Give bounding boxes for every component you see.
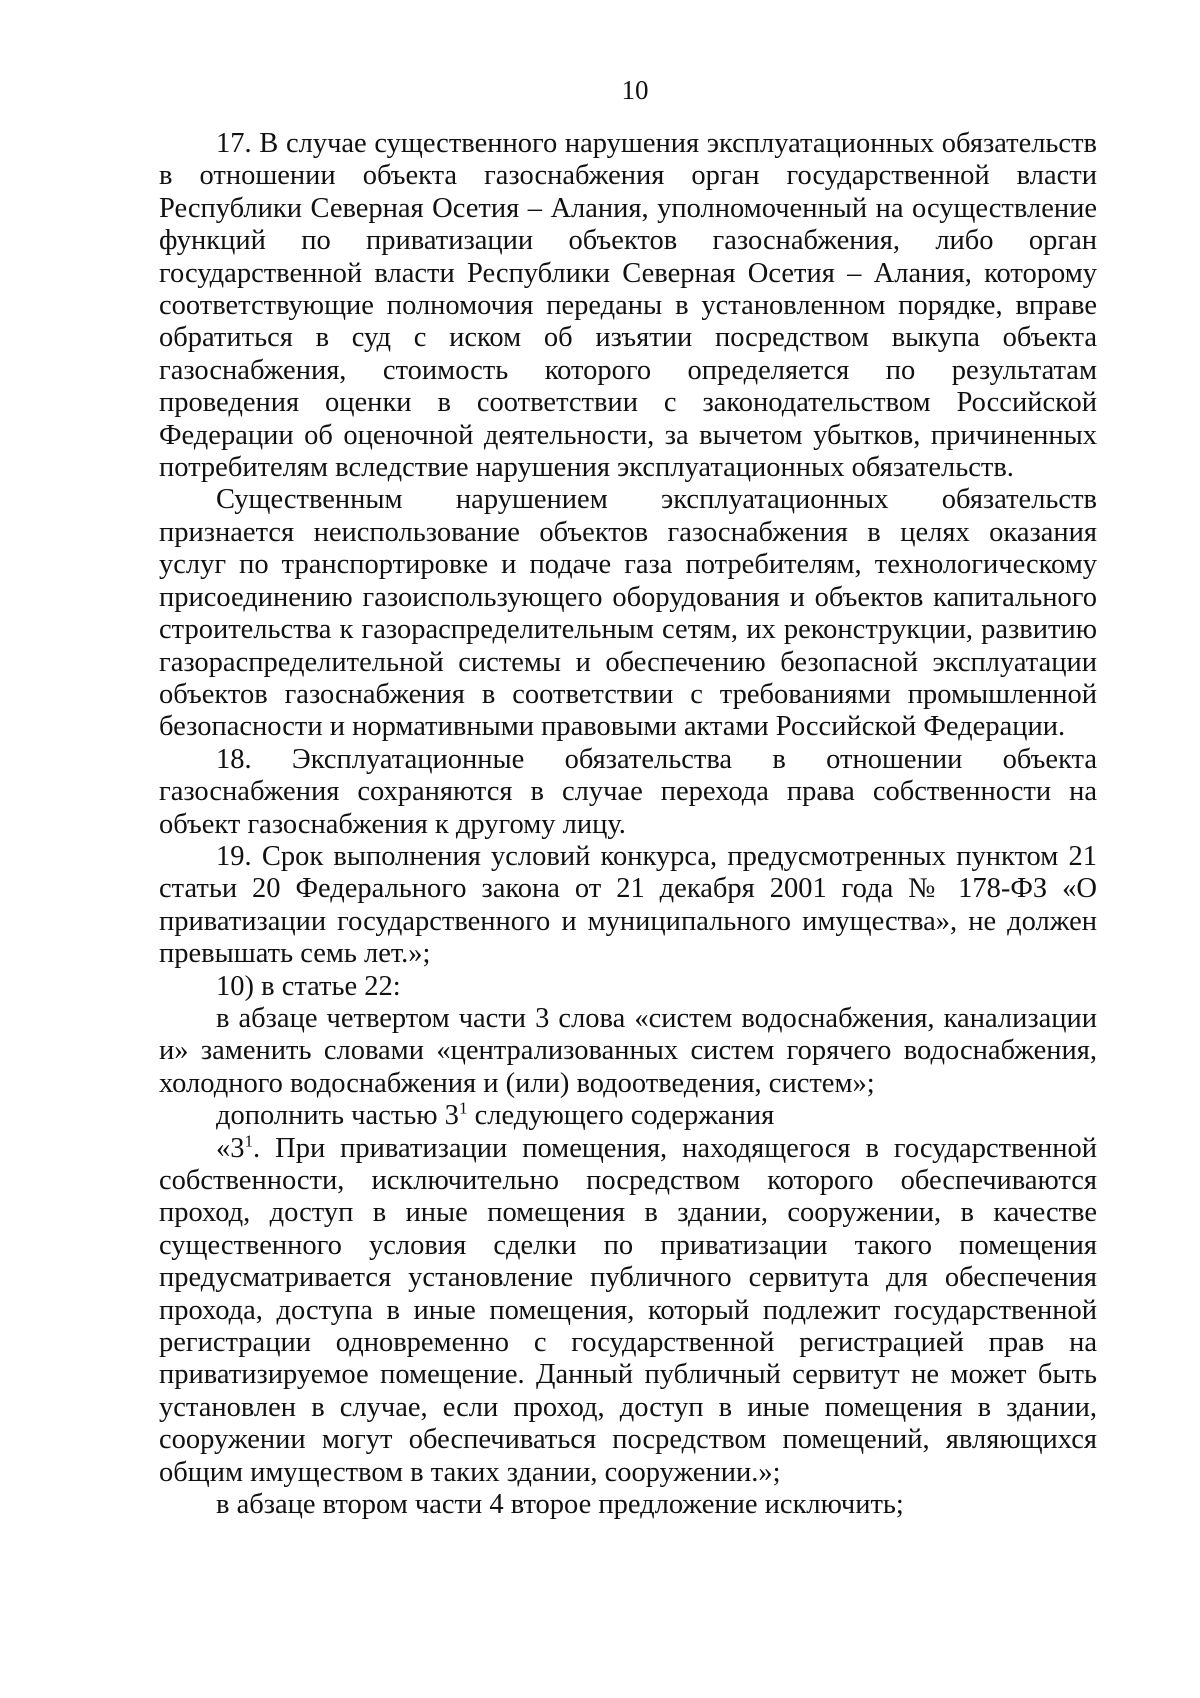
page-number: 10 [621,75,649,105]
paragraph-17: 17. В случае существенного нарушения эксплуатационных обязательств в отношении объекта газоснабжения орган государственной власти Республики Северная Осетия – Алания, уполномоченный на осуществление функций по приватизации объектов газоснабжения, либо орган государственной власти Республики Северная Осетия – Алания, которому соответствующие полномочия переданы в установленном порядке, вправе обратиться в суд с иском об изъятии посредством выкупа объекта газоснабжения, стоимость которого определяется по результатам проведения оценки в соответствии с законодательством Российской Федерации об оценочной деятельности, за вычетом убытков, причиненных потребителям вследствие нарушения эксплуатационных обязательств. [159,128,1097,484]
supplement-superscript: 1 [458,1098,468,1118]
part-3-1-superscript: 1 [244,1131,254,1151]
paragraph-part-3-amendment: в абзаце четвертом части 3 слова «систем водоснабжения, канализации и» заменить словами «централизованных систем горячего водоснабжения, холодного водоснабжения и (или) водоотведения, систем»; [159,1002,1097,1099]
supplement-text-before: дополнить частью 3 [216,1100,459,1132]
paragraph-part-4-amendment: в абзаце втором части 4 второе предложение исключить; [216,1489,904,1521]
paragraph-material-violation: Существенным нарушением эксплуатационных обязательств признается неиспользование объектов газоснабжения в целях оказания услуг по транспортировке и подаче газа потребителям, технологическому присоединению газоиспользующего оборудования и объектов капитального строительства к газораспределительным сетям, их реконструкции, развитию газораспределительной системы и обеспечению безопасной эксплуатации объектов газоснабжения в соответствии с требованиями промышленной безопасности и нормативными правовыми актами Российской Федерации. [159,484,1097,743]
paragraph-part-3-1 [159,1133,1097,1489]
paragraph-supplement-part [159,1100,1097,1132]
part-3-1-text: . При приватизации помещения, находящегося в государственной собственности, исключительно посредством которого обеспечиваются проход, доступ в иные помещения в здании, сооружении, в качестве существенного условия сделки по приватизации такого помещения предусматривается установление публичного сервитута для обеспечения прохода, доступа в иные помещения, который подлежит государственной регистрации одновременно с государственной регистрацией прав на приватизируемое помещение. Данный публичный сервитут не может быть установлен в случае, если проход, доступ в иные помещения в здании, сооружении могут обеспечиваться посредством помещений, являющихся общим имуществом в таких здании, сооружении.»; [159,1132,1097,1488]
part-3-1-label: «3 [216,1132,245,1164]
supplement-text-after: следующего содержания [467,1100,775,1132]
paragraph-19: 19. Срок выполнения условий конкурса, предусмотренных пунктом 21 статьи 20 Федерального закона от 21 декабря 2001 года № 178-ФЗ «О приватизации государственного и муниципального имущества», не должен превышать семь лет.»; [159,840,1097,970]
document-body [159,128,1097,1521]
paragraph-article-22: 10) в статье 22: [216,970,401,1002]
paragraph-18: 18. Эксплуатационные обязательства в отношении объекта газоснабжения сохраняются в случае перехода права собственности на объект газоснабжения к другому лицу. [159,743,1097,840]
